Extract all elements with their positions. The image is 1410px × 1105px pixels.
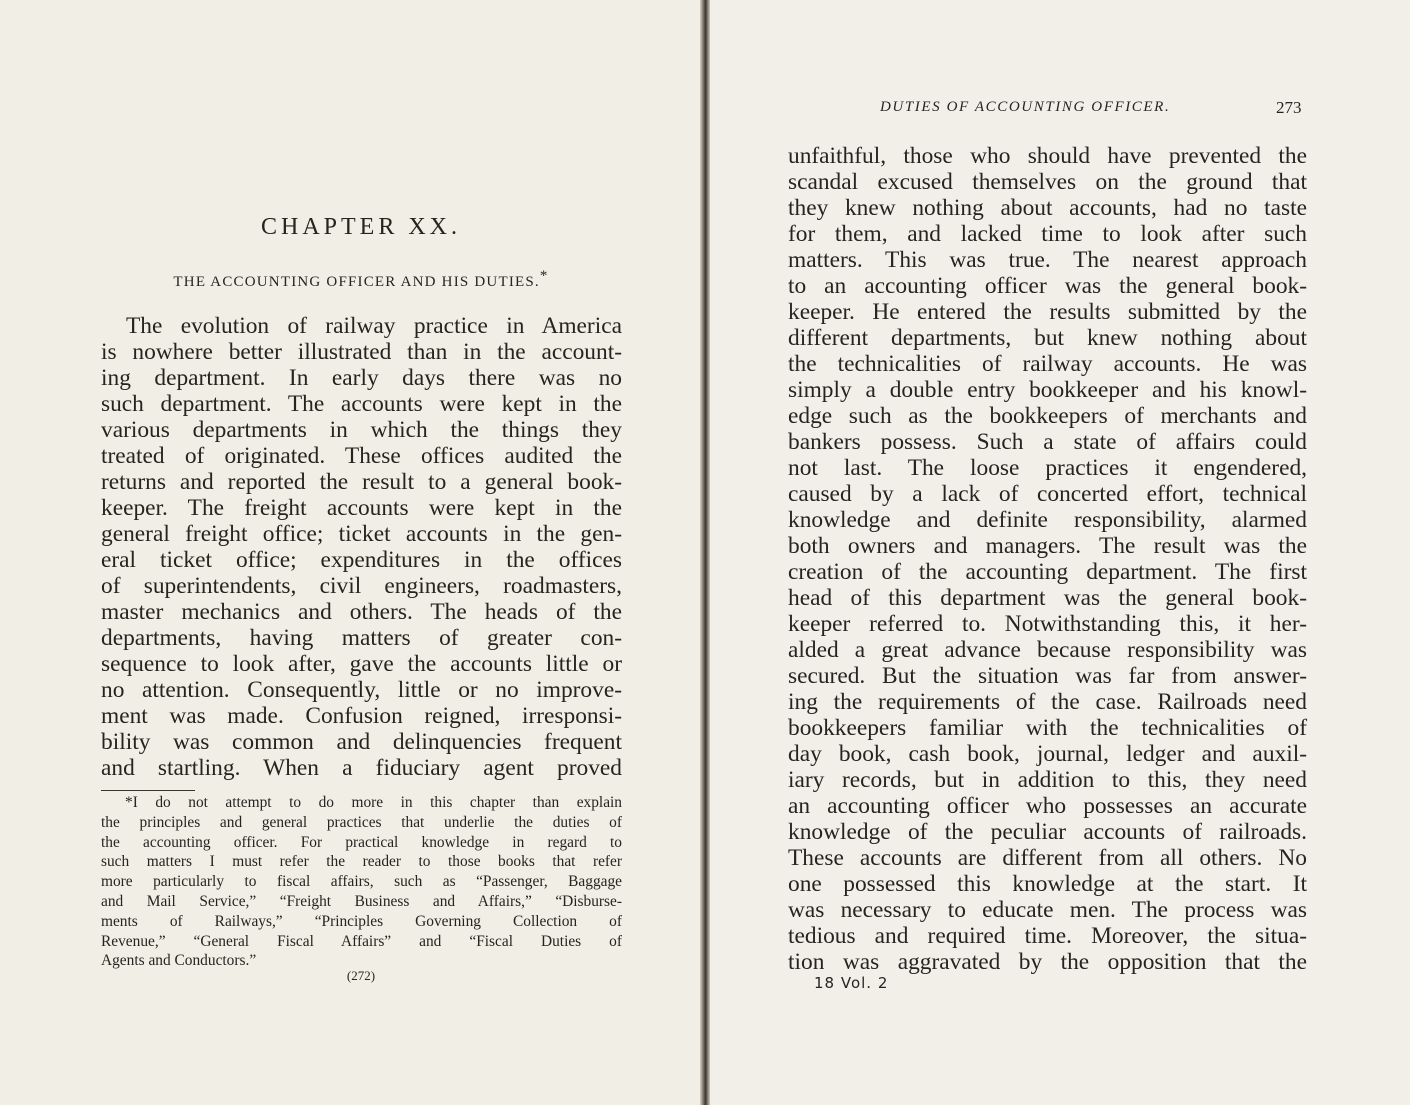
text-line: master mechanics and others. The heads of the bbox=[101, 599, 622, 625]
chapter-title: CHAPTER XX. bbox=[260, 214, 461, 240]
text-line: both owners and managers. The result was the bbox=[788, 533, 1307, 559]
text-line: treated of originated. These offices audited the bbox=[101, 443, 622, 469]
text-line: knowledge of the peculiar accounts of railroads. bbox=[788, 819, 1307, 845]
text-line: knowledge and definite responsibility, alarmed bbox=[788, 507, 1307, 533]
text-line: bility was common and delinquencies frequent bbox=[101, 729, 622, 755]
text-line: general freight office; ticket accounts in the gen- bbox=[101, 521, 622, 547]
text-line: is nowhere better illustrated than in the account- bbox=[101, 339, 622, 365]
footnote-line: the principles and general practices that underlie the duties of bbox=[101, 813, 622, 831]
text-line: eral ticket office; expenditures in the offices bbox=[101, 547, 622, 573]
text-line: tedious and required time. Moreover, the situa- bbox=[788, 923, 1307, 949]
text-line: the technicalities of railway accounts. He was bbox=[788, 351, 1307, 377]
text-line: of superintendents, civil engineers, roadmasters, bbox=[101, 573, 622, 599]
footnote-line: the accounting officer. For practical knowledge in regard to bbox=[101, 833, 622, 851]
text-line: such department. The accounts were kept in the bbox=[101, 391, 622, 417]
text-line: they knew nothing about accounts, had no taste bbox=[788, 195, 1307, 221]
right-body-text bbox=[788, 143, 1307, 975]
text-line: tion was aggravated by the opposition that the bbox=[788, 949, 1307, 975]
footnote-line: Revenue,” “General Fiscal Affairs” and “Fiscal Duties of bbox=[101, 932, 622, 950]
text-line: day book, cash book, journal, ledger and auxil- bbox=[788, 741, 1307, 767]
text-line: bankers possess. Such a state of affairs could bbox=[788, 429, 1307, 455]
footnote-marker: * bbox=[539, 268, 549, 284]
left-body-text bbox=[101, 313, 622, 781]
text-line: one possessed this knowledge at the start. It bbox=[788, 871, 1307, 897]
text-line: various departments in which the things they bbox=[101, 417, 622, 443]
footnote-line: more particularly to fiscal affairs, such as “Passenger, Baggage bbox=[101, 873, 622, 891]
text-line: ing the requirements of the case. Railroads need bbox=[788, 689, 1307, 715]
text-line: no attention. Consequently, little or no improve- bbox=[101, 677, 622, 703]
text-line: ing department. In early days there was no bbox=[101, 365, 622, 391]
text-line: ment was made. Confusion reigned, irresponsi- bbox=[101, 703, 622, 729]
text-line: edge such as the bookkeepers of merchants and bbox=[788, 403, 1307, 429]
text-line: The evolution of railway practice in America bbox=[126, 313, 622, 339]
text-line: alded a great advance because responsibility was bbox=[788, 637, 1307, 663]
text-line: departments, having matters of greater con- bbox=[101, 625, 622, 651]
text-line: scandal excused themselves on the ground that bbox=[788, 169, 1307, 195]
footnote bbox=[101, 793, 622, 971]
running-head: DUTIES OF ACCOUNTING OFFICER. bbox=[880, 99, 1171, 115]
footnote-line: ments of Railways,” “Principles Governing Collection of bbox=[101, 912, 622, 930]
text-line: bookkeepers familiar with the technicalities of bbox=[788, 715, 1307, 741]
text-line: was necessary to educate men. The process was bbox=[788, 897, 1307, 923]
text-line: to an accounting officer was the general book- bbox=[788, 273, 1307, 299]
chapter-subtitle bbox=[100, 268, 622, 291]
text-line: and startling. When a fiduciary agent proved bbox=[101, 755, 622, 781]
book-gutter bbox=[700, 0, 710, 1105]
text-line: iary records, but in addition to this, they need bbox=[788, 767, 1307, 793]
text-line: sequence to look after, gave the accounts little or bbox=[101, 651, 622, 677]
left-page bbox=[0, 0, 700, 1105]
text-line: These accounts are different from all others. No bbox=[788, 845, 1307, 871]
footnote-line: and Mail Service,” “Freight Business and Affairs,” “Disburse- bbox=[101, 892, 622, 910]
text-line: matters. This was true. The nearest approach bbox=[788, 247, 1307, 273]
footnote-line: *I do not attempt to do more in this chapter than explain bbox=[125, 794, 622, 811]
page-folio: (272) bbox=[346, 968, 376, 983]
text-line: keeper. The freight accounts were kept in the bbox=[101, 495, 622, 521]
footnote-line: such matters I must refer the reader to those books that refer bbox=[101, 853, 622, 871]
text-line: for them, and lacked time to look after such bbox=[788, 221, 1307, 247]
footnote-line: Agents and Conductors.” bbox=[101, 952, 257, 970]
footnote-divider bbox=[101, 790, 195, 791]
text-line: returns and reported the result to a general book- bbox=[101, 469, 622, 495]
text-line: caused by a lack of concerted effort, technical bbox=[788, 481, 1307, 507]
text-line: creation of the accounting department. The first bbox=[788, 559, 1307, 585]
signature-mark: 18 Vol. 2 bbox=[814, 974, 889, 992]
text-line: not last. The loose practices it engendered, bbox=[788, 455, 1307, 481]
page-number: 273 bbox=[1276, 98, 1302, 117]
text-line: head of this department was the general book- bbox=[788, 585, 1307, 611]
text-line: simply a double entry bookkeeper and his knowl- bbox=[788, 377, 1307, 403]
text-line: secured. But the situation was far from answer- bbox=[788, 663, 1307, 689]
text-line: keeper. He entered the results submitted by the bbox=[788, 299, 1307, 325]
text-line: keeper referred to. Notwithstanding this, it her- bbox=[788, 611, 1307, 637]
text-line: unfaithful, those who should have prevented the bbox=[788, 143, 1307, 169]
text-line: different departments, but knew nothing about bbox=[788, 325, 1307, 351]
text-line: an accounting officer who possesses an accurate bbox=[788, 793, 1307, 819]
chapter-subtitle-text: THE ACCOUNTING OFFICER AND HIS DUTIES. bbox=[173, 274, 540, 290]
